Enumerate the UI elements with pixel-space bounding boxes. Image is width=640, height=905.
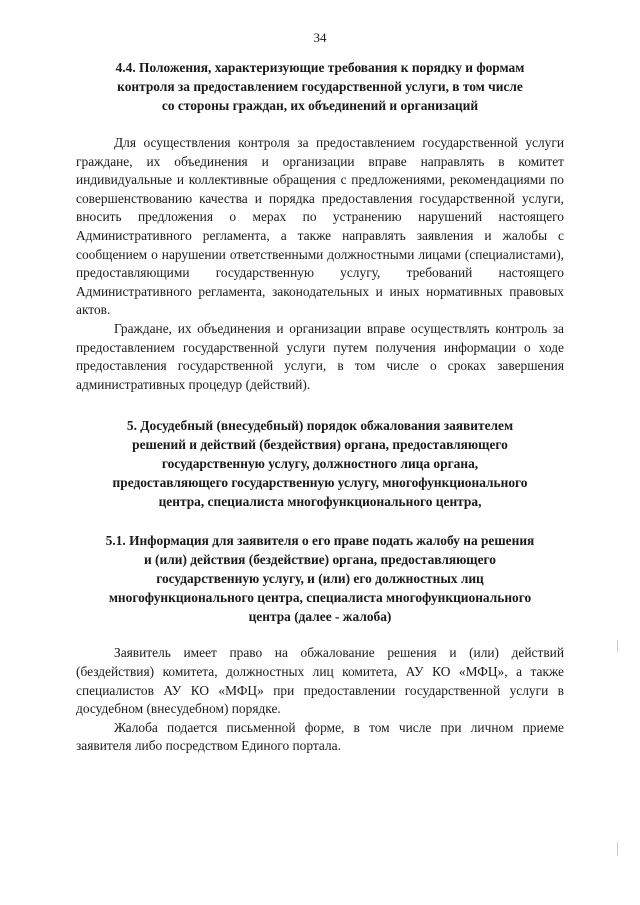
page-content: [76, 58, 564, 756]
section-5-1-paragraph-1: Заявитель имеет право на обжалование решения и (или) действий (бездействия) комитета, должностных лиц комитета, АУ КО «МФЦ», а также специалистов АУ КО «МФЦ» при предоставлении государственной услуги в досудебном (внесудебном) порядке.: [76, 645, 564, 717]
section-5-1-paragraph-2: Жалоба подается письменной форме, в том числе при личном приеме заявителя либо посредством Единого портала.: [76, 719, 564, 754]
heading-line: и (или) действия (бездействие) органа, предоставляющего: [143, 552, 496, 568]
section-5-1-heading: [76, 531, 564, 626]
heading-line: предоставляющего государственную услугу, многофункционального: [112, 475, 528, 491]
heading-line: 5. Досудебный (внесудебный) порядок обжалования заявителем: [126, 418, 514, 434]
scan-artifact: [617, 842, 618, 856]
section-4-4-paragraph-1: Для осуществления контроля за предоставлением государственной услуги граждане, их объединения и организации вправе направлять в комитет индивидуальные и коллективные обращения с предложениями, рекомендациями по совершенствованию качества и порядка предоставления государственной услуги, вносить предложения о мерах по устранению нарушений настоящего Административного регламента, а также направлять заявления и жалобы с сообщением о нарушении ответственными должностными лицами (специалистами), предоставляющими государственную услугу, требований настоящего Административного регламента, законодательных и иных нормативных правовых актов.: [76, 135, 564, 318]
heading-line: многофункционального центра, специалиста многофункционального: [108, 590, 532, 606]
heading-line: государственную услугу, и (или) его должностных лиц: [156, 571, 484, 587]
heading-line: со стороны граждан, их объединений и организаций: [161, 98, 479, 113]
heading-line: контроля за предоставлением государственной услуги, в том числе: [117, 79, 523, 94]
section-4-4-heading: [76, 58, 564, 115]
page-number: 34: [313, 30, 327, 45]
heading-line: 4.4. Положения, характеризующие требования к порядку и формам: [115, 60, 525, 75]
heading-line: центра, специалиста многофункционального центра,: [158, 494, 482, 510]
section-4-4-paragraph-2: Граждане, их объединения и организации вправе осуществлять контроль за предоставлением государственной услуги путем получения информации о ходе предоставления государственной услуги, в том числе о сроках завершения административных процедур (действий).: [76, 320, 564, 392]
scan-artifact: [617, 640, 618, 652]
heading-line: государственную услугу, должностного лица органа,: [161, 456, 479, 472]
heading-line: центра (далее - жалоба): [248, 609, 392, 625]
heading-line: 5.1. Информация для заявителя о его праве подать жалобу на решения: [105, 533, 535, 549]
heading-line: решений и действий (бездействия) органа, предоставляющего: [132, 437, 508, 453]
section-5-heading: [76, 416, 564, 511]
